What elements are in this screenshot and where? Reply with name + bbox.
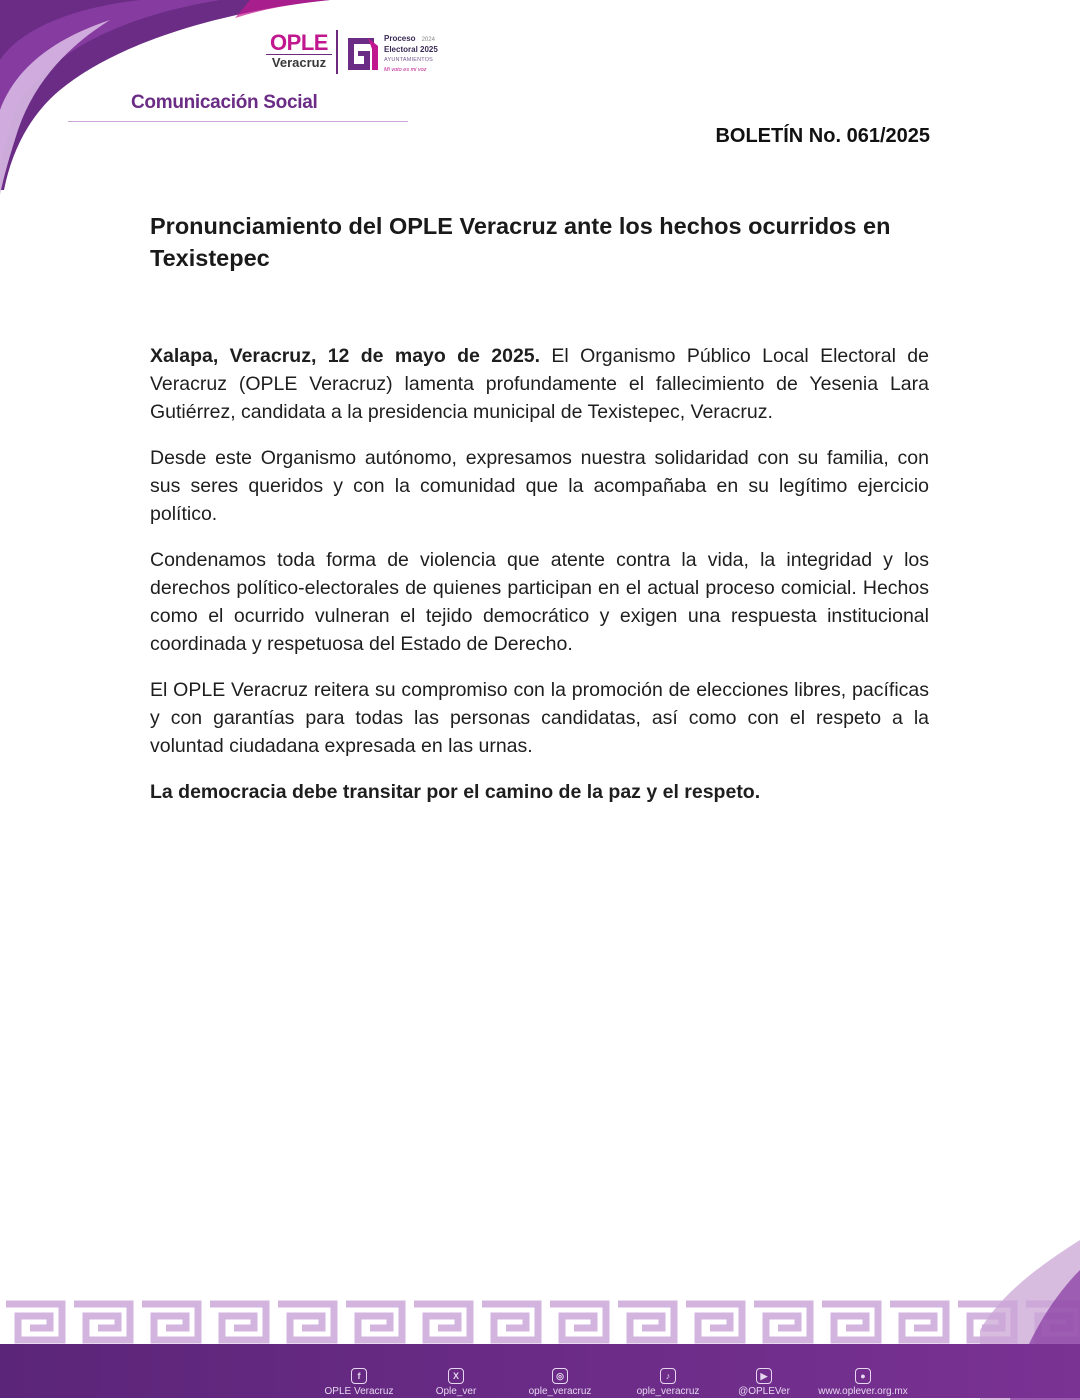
paragraph-2: Desde este Organismo autónomo, expresamos nuestra solidaridad con su familia, con sus seres queridos y con la comunidad que la acompañaba en su legítimo ejercicio político. bbox=[150, 447, 929, 525]
proceso-year: 2024 bbox=[421, 37, 435, 43]
header-divider bbox=[68, 121, 408, 122]
tiktok-icon: ♪ bbox=[660, 1368, 676, 1384]
dateline: Xalapa, Veracruz, 12 de mayo de 2025. bbox=[150, 345, 541, 367]
logo-ople-text: OPLE bbox=[270, 30, 328, 55]
social-label: www.oplever.org.mx bbox=[818, 1386, 908, 1397]
social-instagram[interactable] bbox=[518, 1368, 602, 1397]
paragraph-4: El OPLE Veracruz reitera su compromiso con la promoción de elecciones libres, pacíficas y con garantías para todas las personas candidatas, así como con el respeto a la voluntad ciudadana expresada en las urnas. bbox=[150, 679, 929, 757]
bulletin-number: BOLETÍN No. 061/2025 bbox=[715, 125, 930, 147]
logo-veracruz-text: Veracruz bbox=[266, 54, 332, 71]
social-youtube[interactable] bbox=[732, 1368, 796, 1397]
web-icon: ● bbox=[855, 1368, 871, 1384]
closing-statement: La democracia debe transitar por el camino de la paz y el respeto. bbox=[150, 781, 761, 803]
paragraph-1-text: El Organismo Público Local Electoral de Veracruz (OPLE Veracruz) lamenta profundamente el fallecimiento de Yesenia Lara Gutiérrez, candidata a la presidencia municipal de Texistepec, Veracruz. bbox=[150, 345, 929, 423]
paragraph-3: Condenamos toda forma de violencia que atente contra la vida, la integridad y los derechos político-electorales de quienes participan en el actual proceso comicial. Hechos como el ocurrido vulneran el tejido democrático y exigen una respuesta institucional coordinada y respetuosa del Estado de Derecho. bbox=[150, 549, 929, 655]
proceso-electoral-label: Electoral 2025 bbox=[384, 45, 438, 54]
social-facebook[interactable] bbox=[318, 1368, 400, 1397]
proceso-slogan: Mi voto es mi voz bbox=[384, 67, 427, 73]
youtube-icon: ▶ bbox=[756, 1368, 772, 1384]
social-label: ople_veracruz bbox=[636, 1386, 700, 1397]
instagram-icon: ◎ bbox=[552, 1368, 568, 1384]
department-heading: Comunicación Social bbox=[131, 92, 318, 113]
greek-key-pattern bbox=[0, 1296, 1080, 1346]
ayuntamientos-label: AYUNTAMIENTOS bbox=[384, 57, 434, 63]
proceso-electoral-icon bbox=[344, 34, 380, 72]
social-x[interactable] bbox=[426, 1368, 486, 1397]
x-icon: X bbox=[448, 1368, 464, 1384]
social-label: @OPLEVer bbox=[738, 1386, 790, 1397]
social-website[interactable] bbox=[804, 1368, 922, 1397]
social-label: ople_veracruz bbox=[528, 1386, 592, 1397]
proceso-electoral-text bbox=[384, 32, 454, 75]
header-logos bbox=[262, 28, 442, 78]
facebook-icon: f bbox=[351, 1368, 367, 1384]
social-label: Ople_ver bbox=[435, 1386, 477, 1397]
proceso-label: Proceso bbox=[384, 34, 416, 43]
document-body bbox=[150, 342, 929, 824]
document-title: Pronunciamiento del OPLE Veracruz ante los hechos ocurridos en Texistepec bbox=[150, 213, 891, 271]
paragraph-1 bbox=[150, 342, 929, 426]
ople-veracruz-logo bbox=[266, 32, 332, 71]
social-label: OPLE Veracruz bbox=[324, 1386, 394, 1397]
logo-separator bbox=[336, 30, 338, 74]
social-tiktok[interactable] bbox=[626, 1368, 710, 1397]
